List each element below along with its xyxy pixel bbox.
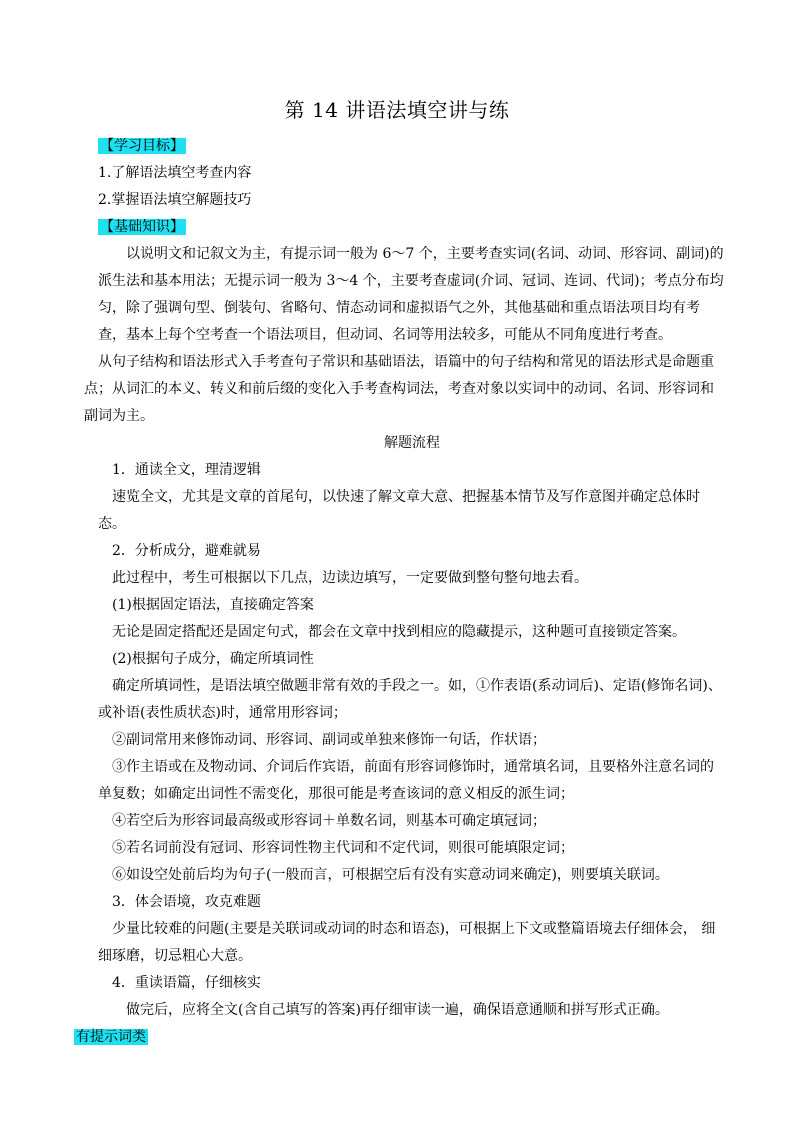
- step-3-text: 少量比较难的问题(主要是关联词或动词的时态和语态)，可根据上下文或整篇语境去仔细体会， 细细琢磨，切忌粗心大意。: [98, 921, 716, 964]
- step-1-text: 速览全文，尤其是文章的首尾句，以快速了解文章大意、把握基本情节及写作意图并确定总体时态。: [98, 489, 700, 532]
- basic-heading: 【基础知识】: [100, 219, 184, 235]
- step-3-title: 3．体会语境，攻克难题: [112, 894, 261, 910]
- step-2-sub-1-text: 无论是固定搭配还是固定句式，都会在文章中找到相应的隐藏提示，这种题可直接锁定答案。: [112, 624, 686, 640]
- point-6: ⑥如设空处前后均为句子(一般而言，可根据空后有没有实意动词来确定)，则要填关联词。: [112, 867, 669, 883]
- point-3: ③作主语或在及物动词、介词后作宾语，前面有形容词修饰时，通常填名词，且要格外注意名词的单复数；如确定出词性不需变化，那很可能是考查该词的意义相反的派生词；: [98, 759, 714, 802]
- point-4: ④若空后为形容词最高级或形容词＋单数名词，则基本可确定填冠词；: [112, 813, 546, 829]
- step-2-sub-1-title: (1)根据固定语法，直接确定答案: [112, 597, 314, 613]
- page-title: 第 14 讲语法填空讲与练: [284, 98, 510, 122]
- goal-item-1: 1.了解语法填空考查内容: [98, 165, 252, 181]
- point-5: ⑤若名词前没有冠词、形容词性物主代词和不定代词，则很可能填限定词；: [112, 840, 574, 856]
- step-4-title: 4．重读语篇，仔细核实: [112, 975, 261, 991]
- goals-heading: 【学习目标】: [100, 138, 184, 154]
- goals-heading-line: [98, 133, 726, 160]
- point-2: ②副词常用来修饰动词、形容词、副词或单独来修饰一句话，作状语；: [112, 732, 546, 748]
- basic-paragraph-2: 从句子结构和语法形式入手考查句子常识和基础语法，语篇中的句子结构和常见的语法形式是命题重点；从词汇的本义、转义和前后缀的变化入手考查构词法，考查对象以实词中的动词、名词、形容词和副词为主。: [84, 354, 714, 424]
- step-2-sub-2-text: 确定所填词性，是语法填空做题非常有效的手段之一。如，①作表语(系动词后)、定语(修饰名词)、或补语(表性质状态)时，通常用形容词；: [98, 678, 722, 721]
- basic-paragraph-1: 以说明文和记叙文为主，有提示词一般为 6～7 个，主要考查实词(名词、动词、形容词、副词)的派生法和基本用法；无提示词一般为 3～4 个，主要考查虚词(介词、冠词、连词、代词)；考点分布均匀，除了强调句型、倒装句、省略句、情态动词和虚拟语气之外，其他基础和重点语法项目均有考查，基本上每个空考查一个语法项目，但动词、名词等用法较多，可能从不同角度进行考查。: [98, 246, 724, 343]
- hint-heading-line: [74, 1024, 726, 1051]
- goal-item-2: 2.掌握语法填空解题技巧: [98, 192, 252, 208]
- step-2-text: 此过程中，考生可根据以下几点，边读边填写，一定要做到整句整句地去看。: [112, 570, 588, 586]
- step-4-text: 做完后，应将全文(含自己填写的答案)再仔细审读一遍，确保语意通顺和拼写形式正确。: [126, 1002, 669, 1018]
- step-2-sub-2-title: (2)根据句子成分，确定所填词性: [112, 651, 314, 667]
- document-body: [76, 133, 726, 1051]
- hint-heading: 有提示词类: [76, 1029, 146, 1045]
- step-1-title: 1．通读全文，理清逻辑: [112, 462, 261, 478]
- basic-heading-line: [98, 214, 726, 241]
- step-2-title: 2．分析成分，避难就易: [112, 543, 261, 559]
- process-heading: 解题流程: [384, 435, 440, 451]
